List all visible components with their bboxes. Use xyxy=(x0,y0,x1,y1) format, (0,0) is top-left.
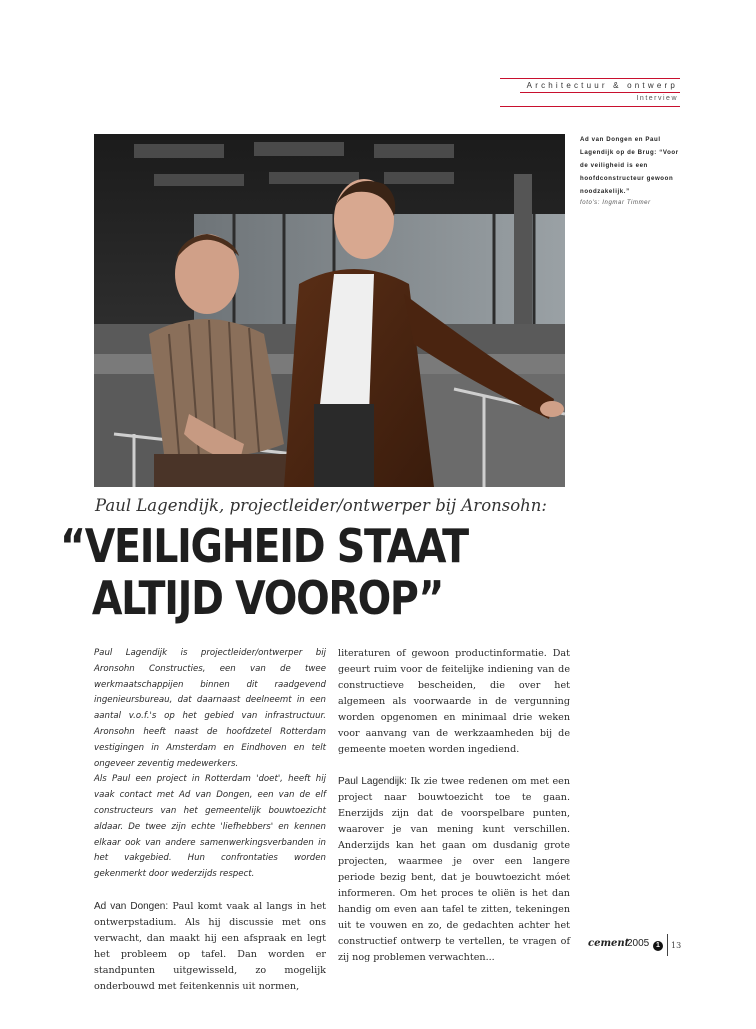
article-photo xyxy=(94,134,565,487)
article-headline xyxy=(60,520,610,624)
header-rule-middle xyxy=(520,92,680,93)
speaker-label: Paul Lagendijk: xyxy=(338,776,407,787)
section-title: Architectuur & ontwerp xyxy=(526,81,678,90)
headline-line-1: “VEILIGHEID STAAT xyxy=(60,519,468,573)
photo-caption: Ad van Dongen en Paul Lagendijk op de Brug: “Voor de veiligheid is een hoofdconstructeur gewoon noodzakelijk.” xyxy=(580,136,679,195)
footer-divider xyxy=(667,934,668,956)
photo-illustration xyxy=(94,134,565,487)
header-rule-bottom xyxy=(500,106,680,107)
magazine-brand: cement xyxy=(588,938,630,949)
speaker-label: Ad van Dongen: xyxy=(94,900,169,912)
body-paragraph-1 xyxy=(94,899,326,995)
intro-paragraph-1: Paul Lagendijk is projectleider/ontwerper bij Aronsohn Constructies, een van de twee werkmaatschappijen binnen dit raadgevend ingenieursbureau, dat daarnaast deelneemt in een aantal v.o.f.'s op het gebied van infrastructuur. Aronsohn heeft naast de hoofdzetel Rotterdam vestigingen in Amsterdam en Eindhoven en telt ongeveer zeventig medewerkers. xyxy=(94,648,326,769)
magazine-year: 2005 xyxy=(627,938,650,949)
photo-credit: foto's: Ingmar Timmer xyxy=(580,200,651,206)
headline-line-2: ALTIJD VOOROP” xyxy=(91,571,444,625)
article-column-1 xyxy=(94,646,326,995)
header-rule-top xyxy=(500,78,680,79)
article-byline: Paul Lagendijk, projectleider/ontwerper bij Aronsohn: xyxy=(95,496,547,515)
body-text: Paul komt vaak al langs in het ontwerpstadium. Als hij discussie met ons verwacht, dan maakt hij een afspraak en legt het probleem op tafel. Dan worden er standpunten uitgewisseld, zo mogelijk onderbouwd met feitenkennis uit normen, xyxy=(94,900,326,992)
body-paragraph-3 xyxy=(338,774,570,966)
body-text: Ik zie twee redenen om met een project naar bouwtoezicht toe te gaan. Enerzijds zijn dat de voorspelbare punten, waarover je van mening kunt verschillen. Anderzijds kan het gaan om dusdanig grote projecten, waarmee je over een langere periode bezig bent, dat je bouwtoezicht móet informeren. Om het proces te oliën is het dan handig om even aan tafel te zitten, tekeningen uit te vouwen en zo, de gedachten achter het constructief ontwerp te vertellen, te vragen of zij nog problemen verwachten... xyxy=(338,776,570,963)
issue-badge: 1 xyxy=(653,941,663,951)
page-number: 13 xyxy=(671,941,682,950)
intro-paragraph-2: Als Paul een project in Rotterdam 'doet', heeft hij vaak contact met Ad van Dongen, een van de elf constructeurs van het gemeentelijk bouwtoezicht aldaar. De twee zijn echte 'liefhebbers' en kennen elkaar ook van andere samenwerkingsverbanden in het vakgebied. Hun confrontaties worden gekenmerkt door wederzijds respect. xyxy=(94,774,326,880)
section-subtitle: Interview xyxy=(636,95,678,102)
article-column-2 xyxy=(338,646,570,966)
body-paragraph-2: literaturen of gewoon productinformatie. Dat geeurt ruim voor de feitelijke indiening van de constructieve bescheiden, die over het algemeen als voorwaarde in de vergunning worden opgenomen en minimaal drie weken voor aanvang van de werkzaamheden bij de gemeente moeten worden ingediend. xyxy=(338,648,570,755)
